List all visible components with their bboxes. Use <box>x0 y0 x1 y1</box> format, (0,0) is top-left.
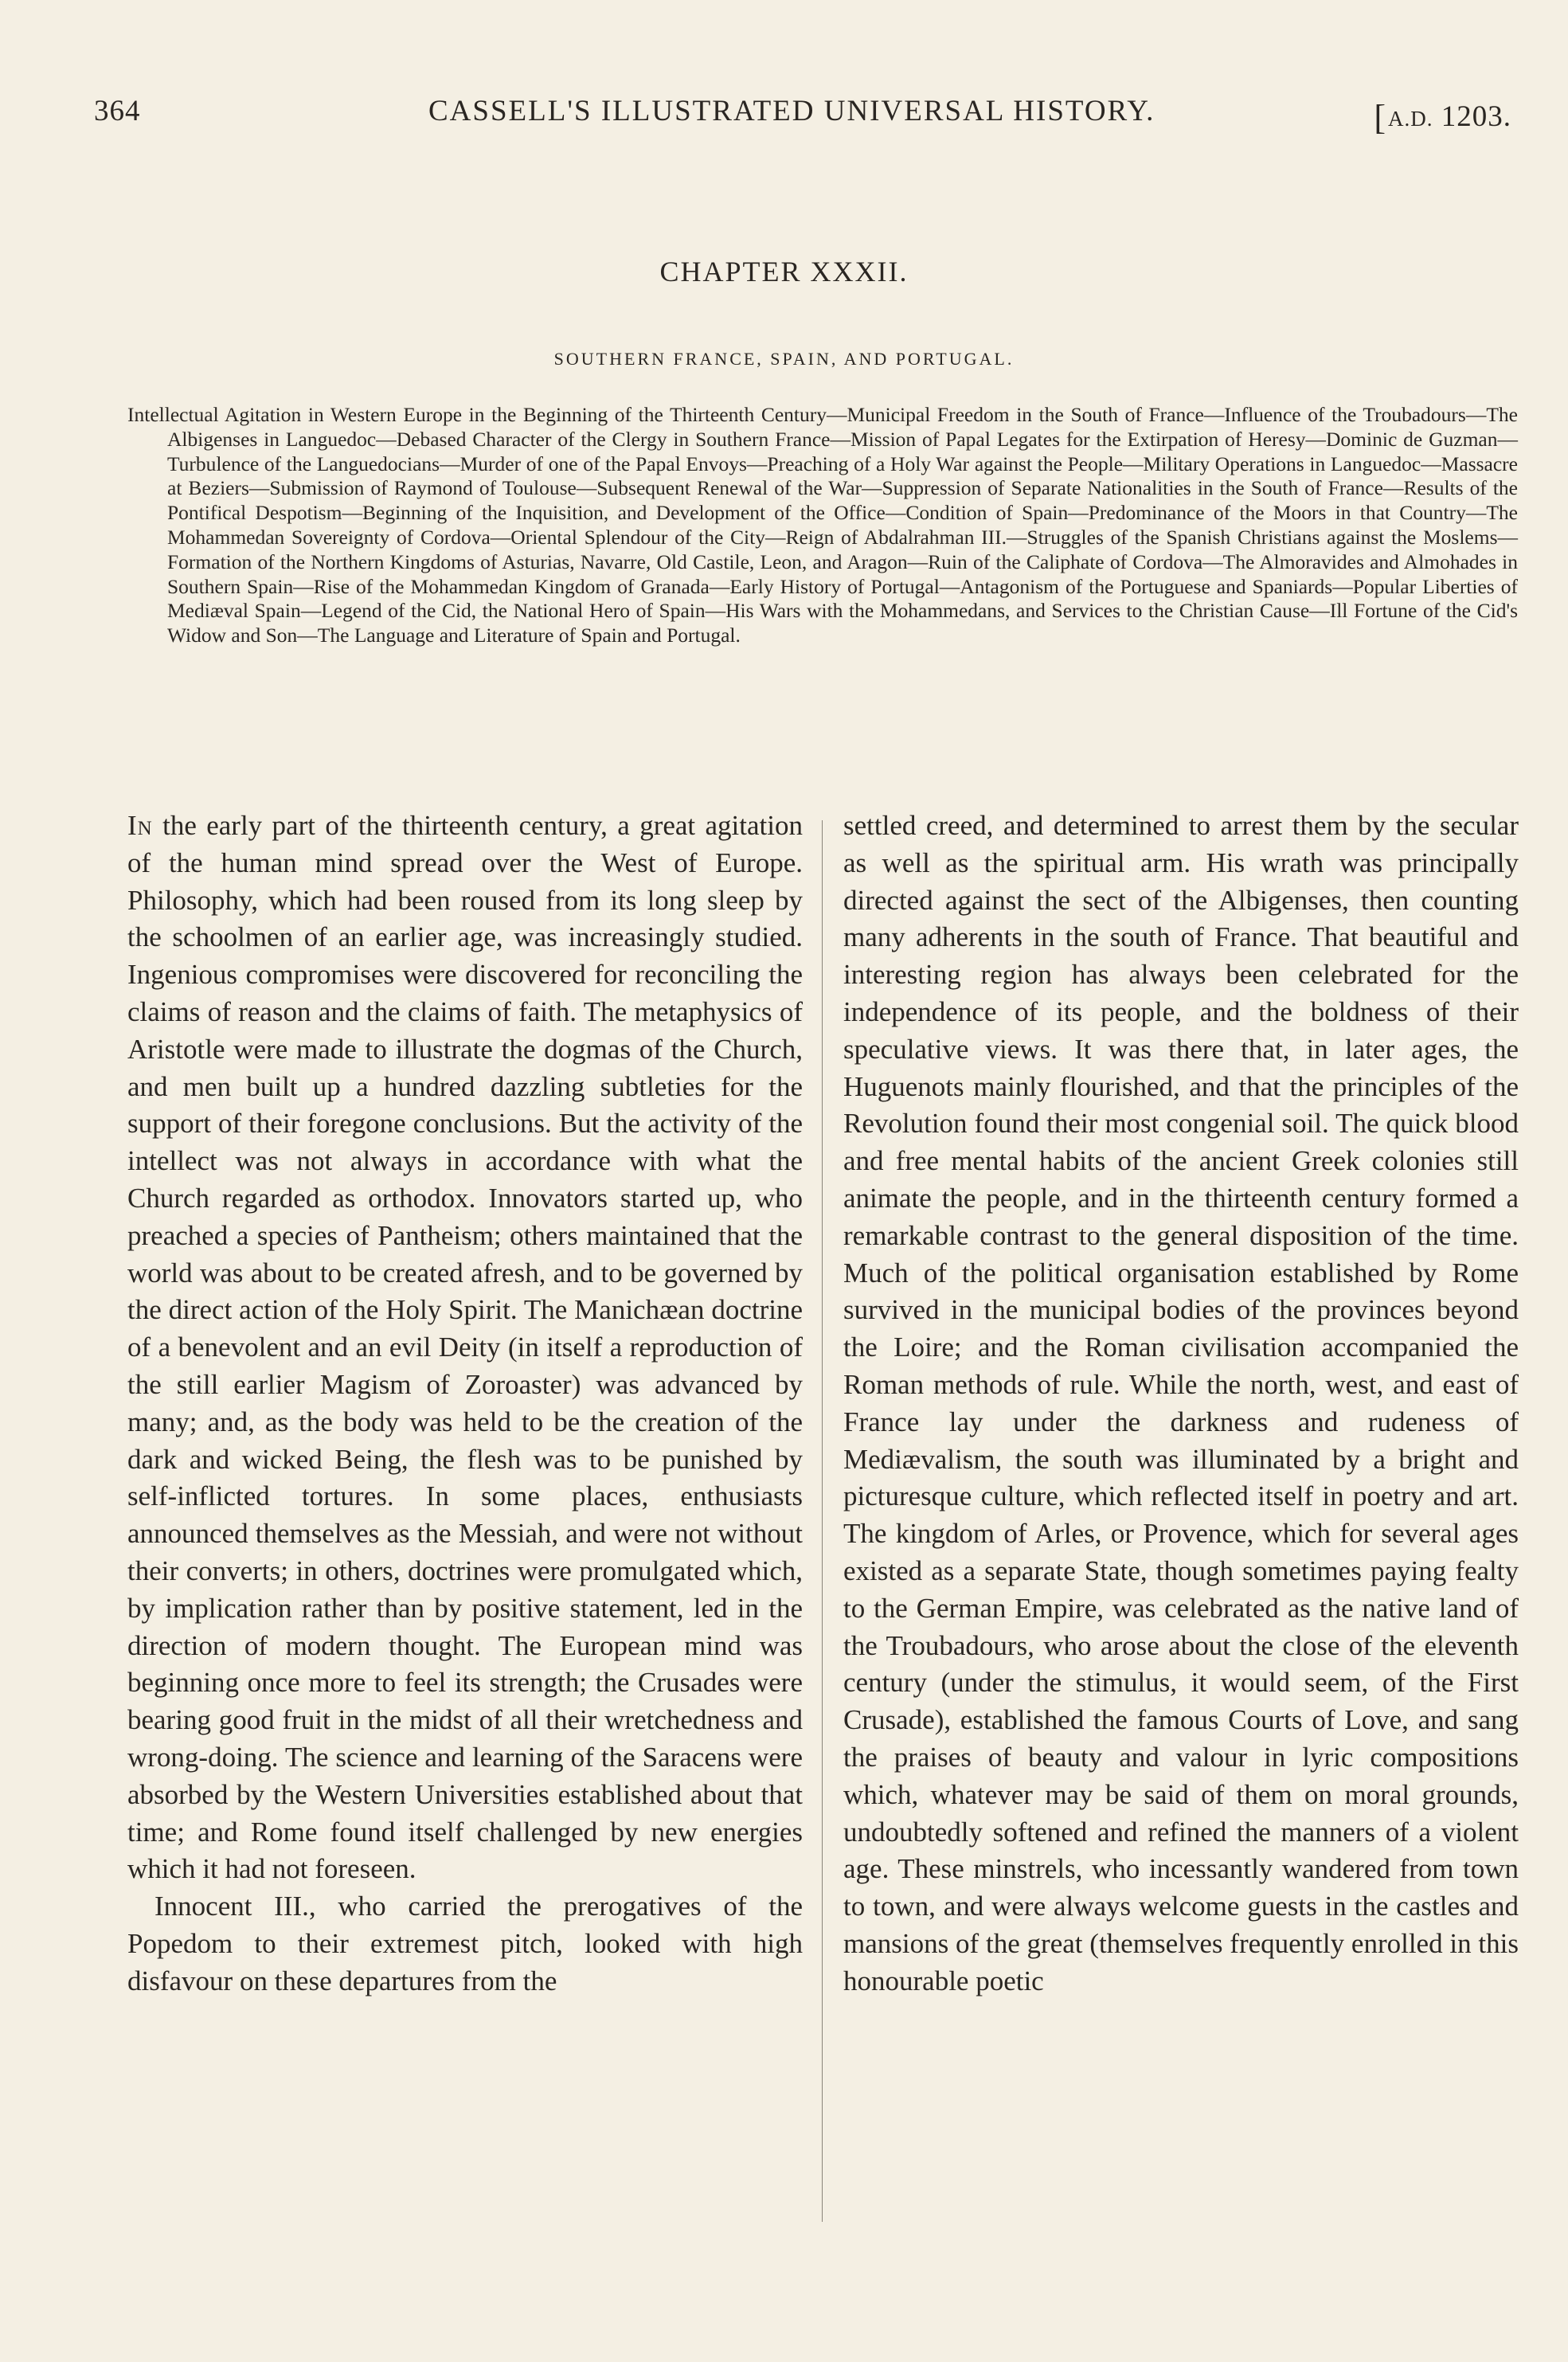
running-title: CASSELL'S ILLUSTRATED UNIVERSAL HISTORY. <box>428 95 1155 127</box>
chapter-title: CHAPTER XXXII. <box>659 256 909 287</box>
date-era: A.D. <box>1388 107 1433 131</box>
chapter-subtitle: SOUTHERN FRANCE, SPAIN, AND PORTUGAL. <box>553 349 1015 369</box>
page-number: 364 <box>94 95 141 127</box>
running-header <box>94 94 1511 137</box>
paragraph: settled creed, and determined to arrest them by the secular as well as the spiritual arm. His wrath was principally directed against the sect of the Albigenses, then counting many adherents in the south of France. That beautiful and interesting region has always been celebrated for the independence of its people, and the boldness of their speculative views. It was there that, in later ages, the Huguenots mainly flourished, and that the principles of the Revolution found their most congenial soil. The quick blood and free mental habits of the ancient Greek colonies still animate the people, and in the thirteenth century formed a remarkable contrast to the general disposition of the time. Much of the political organisation established by Rome survived in the municipal bodies of the provinces beyond the Loire; and the Roman civilisation accompanied the Roman methods of rule. While the north, west, and east of France lay under the darkness and rudeness of Mediævalism, the south was illuminated by a bright and picturesque culture, which reflected itself in poetry and art. The kingdom of Arles, or Provence, which for several ages existed as a separate State, though sometimes paying fealty to the German Empire, was celebrated as the native land of the Troubadours, who arose about the close of the eleventh century (under the stimulus, it would seem, of the First Crusade), established the famous Courts of Love, and sang the praises of beauty and valour in lyric compositions which, whatever may be said of them on moral grounds, undoubtedly softened and refined the manners of a violent age. These minstrels, who incessantly wandered from town to town, and were always welcome guests in the castles and mansions of the great (themselves frequently enrolled in this honourable poetic <box>843 810 1519 1996</box>
date-mark <box>1374 94 1511 135</box>
paragraph-text: the early part of the thirteenth century, a great agitation of the human mind spread over the West of Europe. Philosophy, which had been roused from its long sleep by the schoolmen of an earlier age, was increasingly studied. Ingenious compromises were discovered for reconciling the claims of reason and the claims of faith. The metaphysics of Aristotle were made to illustrate the dogmas of the Church, and men built up a hundred dazzling subtleties for the support of their foregone conclusions. But the activity of the intellect was not always in accordance with what the Church regarded as orthodox. Innovators started up, who preached a species of Pantheism; others maintained that the world was about to be created afresh, and to be governed by the direct action of the Holy Spirit. The Manichæan doctrine of a benevolent and an evil Deity (in itself a reproduction of the still earlier Magism of Zoroaster) was advanced by many; and, as the body was held to be the creation of the dark and wicked Being, the flesh was to be punished by self-inflicted tortures. In some places, enthusiasts announced themselves as the Messiah, and were not without their converts; in others, doctrines were promulgated which, by implication rather than by positive statement, led in the direction of modern thought. The European mind was beginning once more to feel its strength; the Crusades were bearing good fruit in the midst of all their wretchedness and wrong-doing. The science and learning of the Saracens were absorbed by the Western Universities established about that time; and Rome found itself challenged by new energies which it had not foreseen. <box>127 810 803 1885</box>
column-divider <box>822 820 823 2222</box>
paragraph <box>127 808 803 1888</box>
paragraph: Innocent III., who carried the prerogatives of the Popedom to their extremest pitch, looked with high disfavour on these departures from the <box>127 1891 803 1996</box>
right-column <box>843 808 1519 2000</box>
lead-word: In <box>127 810 153 841</box>
date-year: 1203. <box>1441 100 1511 133</box>
chapter-synopsis: Intellectual Agitation in Western Europe in the Beginning of the Thirteenth Century—Municipal Freedom in the South of France—Influence of the Troubadours—The Albigenses in Languedoc—Debased Character of the Clergy in Southern France—Mission of Papal Legates for the Extirpation of Heresy—Dominic de Guzman—Turbulence of the Languedocians—Murder of one of the Papal Envoys—Preaching of a Holy War against the People—Military Operations in Languedoc—Massacre at Beziers—Submission of Raymond of Toulouse—Subsequent Renewal of the War—Suppression of Separate Nationalities in the South of France—Results of the Pontifical Despotism—Beginning of the Inquisition, and Development of the Office—Condition of Spain—Predominance of the Moors in that Country—The Mohammedan Sovereignty of Cordova—Oriental Splendour of the City—Reign of Abdalrahman III.—Struggles of the Spanish Christians against the Moslems—Formation of the Northern Kingdoms of Asturias, Navarre, Old Castile, Leon, and Aragon—Ruin of the Caliphate of Cordova—The Almoravides and Almohades in Southern Spain—Rise of the Mohammedan Kingdom of Granada—Early History of Portugal—Antagonism of the Portuguese and Spaniards—Popular Liberties of Mediæval Spain—Legend of the Cid, the National Hero of Spain—His Wars with the Mohammedans, and Services to the Christian Cause—Ill Fortune of the Cid's Widow and Son—The Language and Literature of Spain and Portugal. <box>127 403 1518 647</box>
date-bracket: [ <box>1374 98 1386 137</box>
left-column <box>127 808 803 2000</box>
